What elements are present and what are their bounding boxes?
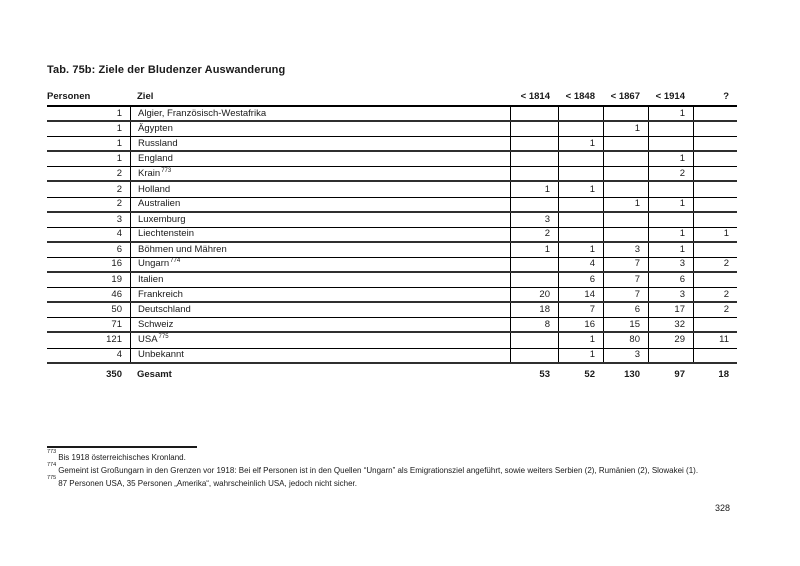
footnote-reference: 773	[161, 167, 172, 174]
cell-value	[648, 137, 693, 150]
table-row	[47, 213, 737, 228]
cell-value: 1	[693, 228, 737, 241]
cell-ziel	[130, 258, 510, 271]
footnote-marker: 774	[47, 462, 57, 469]
total-value-1848: 52	[584, 368, 595, 380]
cell-value: 3	[603, 349, 648, 362]
cell-ziel	[130, 243, 510, 257]
footnote-text: Gemeint ist Großungarn in den Grenzen vor 1918: Bei elf Personen ist in den Quellen “Ungarn” als Emigrationsziel angeführt, sowie weiters Serbien (2), Rumänien (2), Slowakei (1).	[58, 466, 699, 475]
cell-personen: 50	[111, 304, 122, 316]
total-value-1814: 53	[539, 368, 550, 380]
cell-personen: 1	[116, 123, 122, 135]
destination-label: Holland	[138, 183, 171, 195]
cell-value: 1	[648, 228, 693, 241]
table-body	[47, 107, 737, 364]
cell-value: 16	[558, 318, 603, 331]
cell-value: 1	[510, 182, 558, 196]
destination-label: Deutschland	[138, 304, 191, 316]
cell-value: 11	[693, 333, 737, 347]
destination-label: Italien	[138, 274, 164, 286]
table-row	[47, 288, 737, 303]
total-personen: 350	[106, 368, 122, 380]
cell-value: 2	[648, 167, 693, 180]
cell-value	[558, 228, 603, 241]
col-header-unknown: ?	[723, 91, 729, 102]
destination-label: Ungarn	[138, 258, 170, 270]
cell-personen: 2	[116, 167, 122, 179]
cell-value: 20	[510, 288, 558, 301]
cell-value	[603, 137, 648, 150]
cell-value: 6	[603, 303, 648, 317]
cell-value: 1	[648, 107, 693, 120]
cell-value: 3	[510, 213, 558, 227]
cell-value: 15	[603, 318, 648, 331]
cell-value: 1	[558, 137, 603, 150]
col-header-ziel: Ziel	[137, 91, 154, 102]
cell-ziel	[130, 288, 510, 301]
page-number: 328	[714, 503, 730, 513]
cell-value	[693, 243, 737, 257]
cell-value: 1	[510, 243, 558, 257]
cell-value: 2	[693, 288, 737, 301]
total-value-unknown: 18	[718, 368, 729, 380]
cell-personen: 46	[111, 288, 122, 300]
table-row	[47, 198, 737, 213]
cell-value	[603, 182, 648, 196]
cell-value: 1	[558, 333, 603, 347]
cell-value	[693, 273, 737, 287]
destination-label: Luxemburg	[138, 213, 186, 225]
table-row	[47, 243, 737, 258]
table-row	[47, 152, 737, 167]
cell-value: 7	[603, 288, 648, 301]
cell-value	[510, 349, 558, 362]
col-header-1914: < 1914	[655, 91, 685, 102]
destination-label: Algier, Französisch-Westafrika	[138, 107, 267, 119]
cell-personen: 6	[116, 243, 122, 255]
cell-personen: 71	[111, 318, 122, 330]
destination-label: Krain	[138, 167, 161, 179]
cell-value	[558, 167, 603, 180]
cell-value: 1	[558, 182, 603, 196]
footnote-text: Bis 1918 österreichisches Kronland.	[58, 453, 186, 462]
cell-value	[510, 137, 558, 150]
cell-value	[693, 137, 737, 150]
cell-value: 3	[603, 243, 648, 257]
table-row	[47, 228, 737, 243]
cell-value: 1	[558, 349, 603, 362]
cell-value: 4	[558, 258, 603, 271]
cell-ziel	[130, 303, 510, 317]
cell-value: 3	[648, 258, 693, 271]
cell-value	[510, 107, 558, 120]
table-total-row	[47, 364, 737, 381]
cell-value	[648, 213, 693, 227]
cell-value: 32	[648, 318, 693, 331]
cell-value	[603, 228, 648, 241]
table-row	[47, 303, 737, 318]
destination-label: England	[138, 153, 173, 165]
cell-value	[510, 167, 558, 180]
cell-value: 1	[558, 243, 603, 257]
cell-value: 18	[510, 303, 558, 317]
cell-value	[693, 122, 737, 136]
table-row	[47, 167, 737, 182]
col-header-personen: Personen	[47, 91, 91, 102]
cell-value: 6	[558, 273, 603, 287]
col-header-1814: < 1814	[520, 91, 550, 102]
cell-personen: 4	[116, 349, 122, 361]
cell-value: 7	[603, 273, 648, 287]
cell-personen: 2	[116, 198, 122, 210]
cell-value	[558, 122, 603, 136]
table-caption: Tab. 75b: Ziele der Bludenzer Auswanderung	[47, 64, 286, 76]
cell-value: 1	[603, 198, 648, 211]
table-row	[47, 122, 737, 137]
cell-ziel	[130, 167, 510, 180]
cell-value	[693, 198, 737, 211]
footnote-reference: 774	[170, 258, 181, 265]
cell-value	[558, 198, 603, 211]
cell-value: 6	[648, 273, 693, 287]
destination-label: Schweiz	[138, 318, 174, 330]
cell-personen: 2	[116, 183, 122, 195]
table-row	[47, 349, 737, 364]
footnote-reference: 775	[158, 334, 169, 341]
table-row	[47, 182, 737, 197]
cell-ziel	[130, 137, 510, 150]
footnote-marker: 773	[47, 449, 57, 456]
cell-value	[510, 122, 558, 136]
footnote-text: 87 Personen USA, 35 Personen „Amerika“, wahrscheinlich USA, jedoch nicht sicher.	[58, 479, 357, 488]
cell-personen: 121	[106, 334, 122, 346]
cell-ziel	[130, 333, 510, 347]
cell-value: 1	[648, 152, 693, 166]
table-row	[47, 333, 737, 348]
cell-ziel	[130, 273, 510, 287]
cell-value	[510, 152, 558, 166]
cell-value	[648, 182, 693, 196]
footnotes-block	[47, 451, 750, 490]
cell-value	[603, 213, 648, 227]
cell-value	[558, 152, 603, 166]
cell-value	[510, 258, 558, 271]
cell-ziel	[130, 228, 510, 241]
cell-ziel	[130, 107, 510, 120]
cell-ziel	[130, 318, 510, 331]
cell-value	[558, 213, 603, 227]
destination-label: Böhmen und Mähren	[138, 243, 227, 255]
cell-value: 3	[648, 288, 693, 301]
cell-ziel	[130, 152, 510, 166]
cell-personen: 1	[116, 153, 122, 165]
cell-value: 17	[648, 303, 693, 317]
cell-personen: 16	[111, 258, 122, 270]
footnote	[47, 477, 750, 490]
cell-value	[510, 333, 558, 347]
col-header-1848: < 1848	[565, 91, 595, 102]
table-row	[47, 318, 737, 333]
destination-label: Unbekannt	[138, 349, 184, 361]
cell-value	[648, 122, 693, 136]
cell-personen: 19	[111, 274, 122, 286]
cell-value	[693, 182, 737, 196]
cell-value: 1	[603, 122, 648, 136]
destination-label: USA	[138, 334, 158, 346]
cell-value: 1	[648, 243, 693, 257]
cell-value	[693, 349, 737, 362]
cell-value: 80	[603, 333, 648, 347]
cell-value	[693, 318, 737, 331]
col-header-1867: < 1867	[610, 91, 640, 102]
cell-personen: 3	[116, 213, 122, 225]
cell-value: 8	[510, 318, 558, 331]
cell-value: 1	[648, 198, 693, 211]
cell-value	[693, 213, 737, 227]
cell-value	[693, 167, 737, 180]
cell-personen: 1	[116, 137, 122, 149]
cell-value	[510, 198, 558, 211]
cell-value: 7	[603, 258, 648, 271]
cell-value	[603, 167, 648, 180]
total-label: Gesamt	[137, 368, 172, 380]
cell-value	[558, 107, 603, 120]
cell-value	[510, 273, 558, 287]
cell-ziel	[130, 182, 510, 196]
cell-ziel	[130, 122, 510, 136]
cell-value: 7	[558, 303, 603, 317]
footnote-separator	[47, 446, 197, 448]
table-header-row	[47, 88, 737, 107]
emigration-table	[47, 88, 737, 381]
cell-value: 14	[558, 288, 603, 301]
table-row	[47, 273, 737, 288]
cell-value	[603, 152, 648, 166]
total-value-1914: 97	[674, 368, 685, 380]
destination-label: Ägypten	[138, 123, 173, 135]
destination-label: Liechtenstein	[138, 228, 194, 240]
footnote	[47, 451, 750, 464]
cell-ziel	[130, 198, 510, 211]
cell-personen: 1	[116, 107, 122, 119]
table-row	[47, 137, 737, 152]
destination-label: Frankreich	[138, 288, 183, 300]
footnote-marker: 775	[47, 475, 57, 482]
destination-label: Australien	[138, 198, 181, 210]
total-value-1867: 130	[624, 368, 640, 380]
footnote	[47, 464, 750, 477]
cell-value: 2	[693, 258, 737, 271]
cell-value	[693, 152, 737, 166]
cell-value	[648, 349, 693, 362]
cell-value: 2	[510, 228, 558, 241]
cell-value	[693, 107, 737, 120]
table-row	[47, 107, 737, 122]
destination-label: Russland	[138, 137, 178, 149]
cell-value	[603, 107, 648, 120]
cell-ziel	[130, 349, 510, 362]
cell-ziel	[130, 213, 510, 227]
table-row	[47, 258, 737, 273]
cell-value: 29	[648, 333, 693, 347]
cell-value: 2	[693, 303, 737, 317]
cell-personen: 4	[116, 228, 122, 240]
